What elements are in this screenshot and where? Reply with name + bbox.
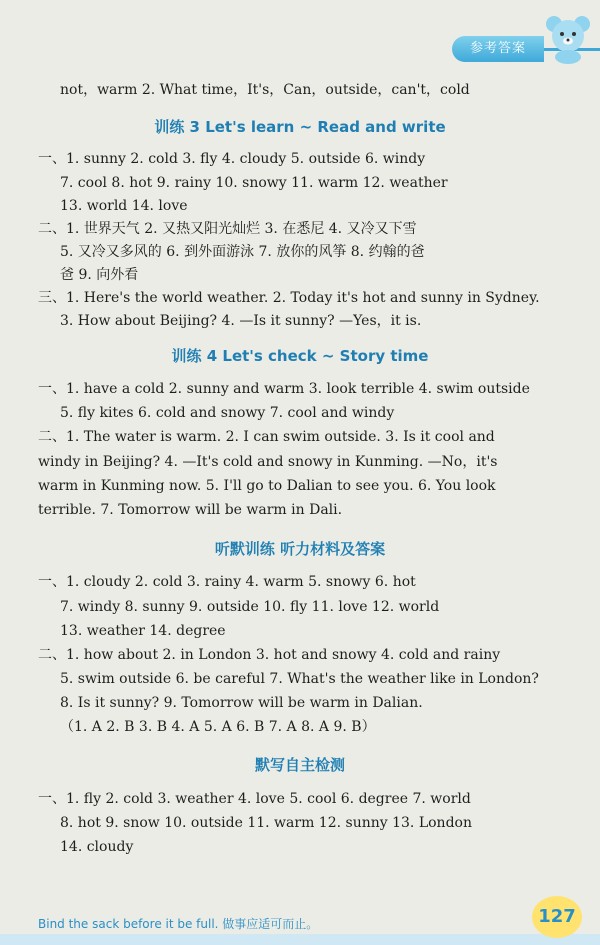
answer-line: 二、1. The water is warm. 2. I can swim outside. 3. Is it cool and — [38, 429, 495, 445]
section-heading: 听默训练 听力材料及答案 — [214, 540, 386, 558]
answer-line: 13. world 14. love — [60, 198, 188, 214]
answer-line: （1. A 2. B 3. B 4. A 5. A 6. B 7. A 8. A 9. B） — [60, 719, 376, 735]
footer-proverb: Bind the sack before it be full. 做事应适可而止。 — [38, 917, 319, 931]
footer-bar — [0, 934, 600, 945]
answer-line: 一、1. sunny 2. cold 3. fly 4. cloudy 5. outside 6. windy — [38, 151, 426, 167]
answer-line: 爸 9. 向外看 — [60, 267, 139, 283]
answer-key-tab: 参考答案 — [452, 36, 544, 62]
answer-line: 8. hot 9. snow 10. outside 11. warm 12. sunny 13. London — [60, 815, 472, 831]
answer-line: warm in Kunming now. 5. I'll go to Dalian to see you. 6. You look — [38, 478, 496, 494]
answer-line: 7. windy 8. sunny 9. outside 10. fly 11. love 12. world — [60, 599, 440, 615]
section-heading: 默写自主检测 — [254, 756, 345, 774]
answer-line: windy in Beijing? 4. —It's cold and snowy in Kunming. —No，it's — [38, 454, 498, 470]
answer-line: 14. cloudy — [60, 839, 134, 855]
bear-mascot-icon — [540, 12, 596, 64]
section-heading: 训练 4 Let's check ~ Story time — [171, 347, 429, 365]
section-heading: 训练 3 Let's learn ~ Read and write — [154, 118, 446, 136]
answer-line: not，warm 2. What time，It's，Can，outside，can't，cold — [60, 82, 470, 98]
page-number: 127 — [532, 896, 582, 938]
answer-line: 3. How about Beijing? 4. —Is it sunny? —Yes，it is. — [60, 313, 422, 329]
answer-line: 三、1. Here's the world weather. 2. Today it's hot and sunny in Sydney. — [38, 290, 540, 306]
answer-line: 一、1. fly 2. cold 3. weather 4. love 5. cool 6. degree 7. world — [38, 791, 471, 807]
answer-line: 一、1. cloudy 2. cold 3. rainy 4. warm 5. snowy 6. hot — [38, 574, 416, 590]
answer-line: 二、1. how about 2. in London 3. hot and snowy 4. cold and rainy — [38, 647, 501, 663]
answer-line: terrible. 7. Tomorrow will be warm in Dali. — [38, 502, 343, 518]
answer-line: 13. weather 14. degree — [60, 623, 226, 639]
answer-line: 二、1. 世界天气 2. 又热又阳光灿烂 3. 在悉尼 4. 又冷又下雪 — [38, 221, 417, 237]
answer-line: 8. Is it sunny? 9. Tomorrow will be warm in Dalian. — [60, 695, 423, 711]
answer-line: 一、1. have a cold 2. sunny and warm 3. look terrible 4. swim outside — [38, 381, 530, 397]
answer-line: 5. fly kites 6. cold and snowy 7. cool and windy — [60, 405, 395, 421]
answer-line: 5. swim outside 6. be careful 7. What's the weather like in London? — [60, 671, 539, 687]
answer-line: 5. 又冷又多风的 6. 到外面游泳 7. 放你的风筝 8. 约翰的爸 — [60, 244, 425, 260]
answer-line: 7. cool 8. hot 9. rainy 10. snowy 11. warm 12. weather — [60, 175, 448, 191]
